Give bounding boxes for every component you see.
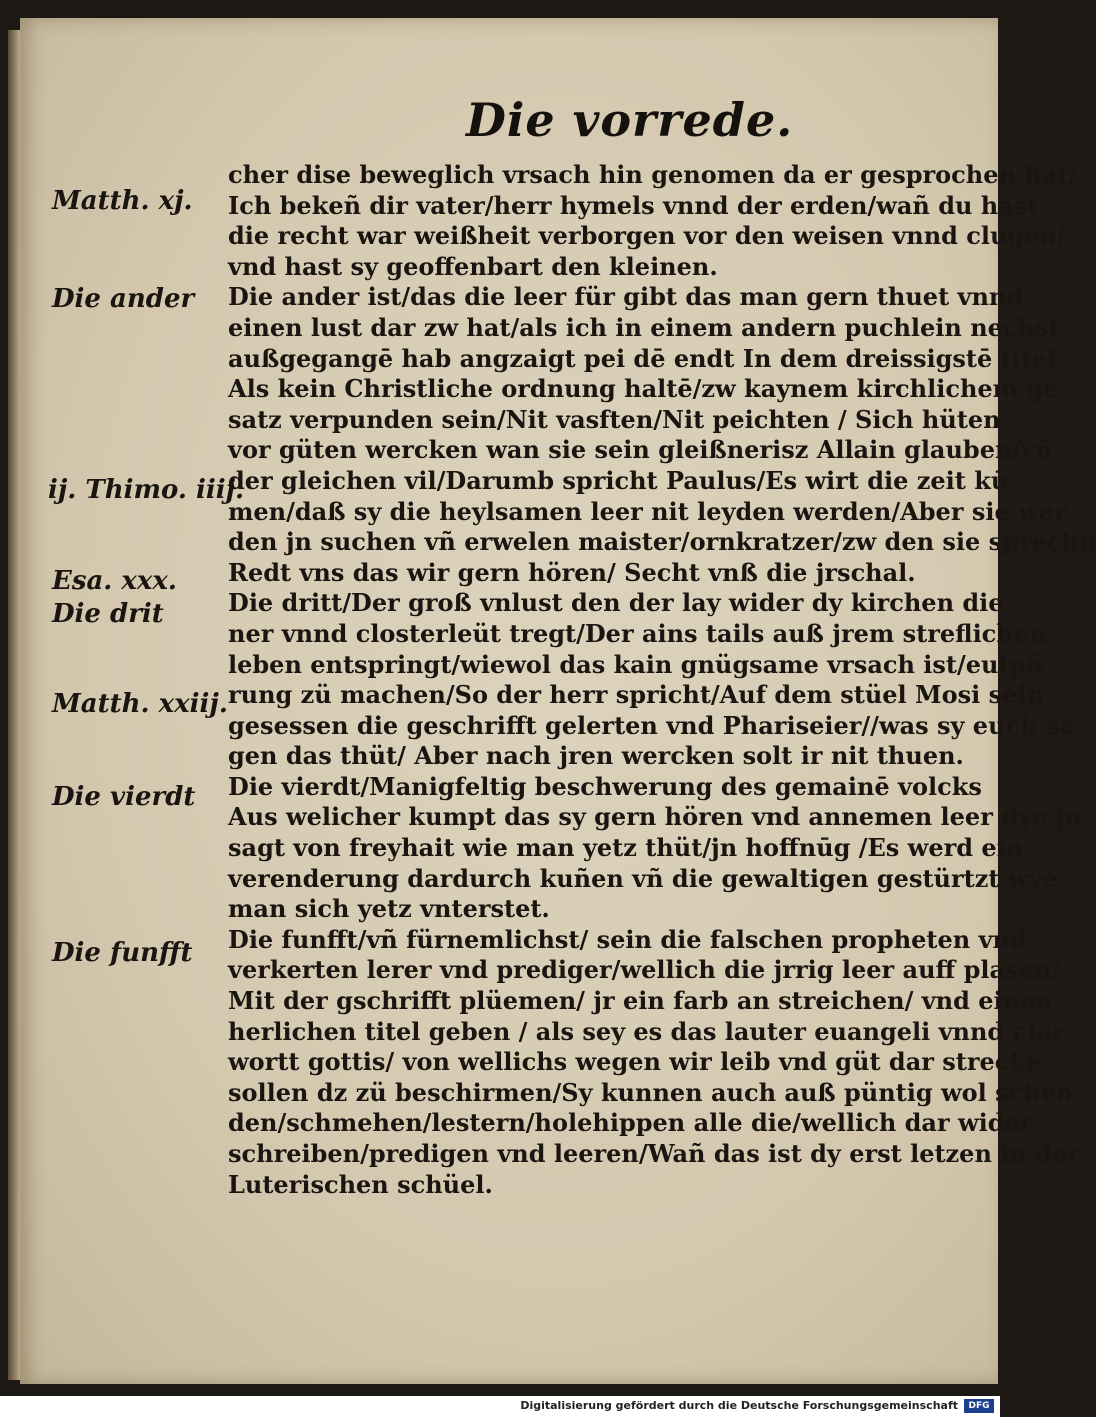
text-line: wortt gottis/ von wellichs wegen wir leib vnd güt dar streckē: [228, 1047, 1042, 1077]
text-line: Redt vns das wir gern hören/ Secht vnß die jrschal.: [228, 557, 916, 587]
margin-note: Die ander: [52, 284, 195, 314]
text-line: den jn suchen vñ erwelen maister/ornkratzer/zw den sie sprechñ: [228, 527, 1096, 557]
margin-note: Die drit: [52, 599, 164, 629]
text-line: rung zü machen/So der herr spricht/Auf dem stüel Mosi sein: [228, 680, 1044, 710]
text-line: herlichen titel geben / als sey es das lauter euangeli vnnd clar: [228, 1016, 1065, 1046]
text-line: Die vierdt/Manigfeltig beschwerung des gemainē volcks: [228, 771, 982, 801]
margin-note: Esa. xxx.: [52, 566, 177, 596]
text-line: der gleichen vil/Darumb spricht Paulus/Es wirt die zeit kū: [228, 465, 1009, 495]
text-line: sagt von freyhait wie man yetz thüt/jn hoffnūg /Es werd ein: [228, 833, 1024, 863]
dfg-logo: DFG: [964, 1399, 994, 1413]
body-text: [228, 160, 1096, 1200]
footer-bar: [0, 1396, 1000, 1417]
funding-credit: Digitalisierung gefördert durch die Deutsche Forschungsgemeinschaft: [520, 1399, 958, 1412]
text-line: außgegangē hab angzaigt pei dē endt In dem dreissigstē titel: [228, 343, 1057, 373]
margin-note: Matth. xj.: [52, 186, 193, 216]
text-line: gesessen die geschrifft gelerten vnd Phariseier//was sy euch sa: [228, 710, 1075, 740]
text-line: die recht war weißheit verborgen vor den weisen vnnd clugen/: [228, 221, 1066, 251]
text-line: Als kein Christliche ordnung haltē/zw kaynem kirchlichem ge: [228, 374, 1059, 404]
text-line: Aus welicher kumpt das sy gern hören vnd annemen leer dye jñ: [228, 802, 1082, 832]
margin-note: Matth. xxiij.: [52, 689, 228, 719]
text-line: Ich bekeñ dir vater/herr hymels vnnd der erden/wañ du hast: [228, 190, 1039, 220]
text-line: Mit der gschrifft plüemen/ jr ein farb an streichen/ vnd einen: [228, 986, 1053, 1016]
text-line: verkerten lerer vnd prediger/wellich die jrrig leer auff plasen/: [228, 955, 1061, 985]
text-line: ner vnnd closterleüt tregt/Der ains tails auß jrem streflichen: [228, 618, 1047, 648]
text-line: verenderung dardurch kuñen vñ die gewaltigen gestürtzt wye: [228, 863, 1058, 893]
text-line: einen lust dar zw hat/als ich in einem andern puchlein nechst: [228, 312, 1060, 342]
text-line: cher dise beweglich vrsach hin genomen da er gesprochen hat/: [228, 160, 1078, 189]
text-line: men/daß sy die heylsamen leer nit leyden werden/Aber sie wer: [228, 496, 1067, 526]
text-line: satz verpunden sein/Nit vasften/Nit peichten / Sich hüten: [228, 404, 1001, 434]
margin-note: ij. Thimo. iiij.: [48, 475, 245, 505]
text-line: Luterischen schüel.: [228, 1169, 493, 1199]
text-line: man sich yetz vnterstet.: [228, 894, 550, 924]
text-line: schreiben/predigen vnd leeren/Wañ das ist dy erst letzen in der: [228, 1139, 1080, 1168]
text-line: Die funfft/vñ fürnemlichst/ sein die falschen propheten vnd: [228, 924, 1027, 954]
text-line: Die ander ist/das die leer für gibt das man gern thuet vnnd: [228, 282, 1024, 312]
text-line: gen das thüt/ Aber nach jren wercken solt ir nit thuen.: [228, 741, 964, 771]
text-line: leben entspringt/wiewol das kain gnügsame vrsach ist/eutpö: [228, 649, 1043, 679]
margin-note: Die funfft: [52, 938, 193, 968]
text-line: vnd hast sy geoffenbart den kleinen.: [228, 251, 718, 281]
text-line: Die dritt/Der groß vnlust den der lay wider dy kirchen die: [228, 588, 1004, 618]
text-line: den/schmehen/lestern/holehippen alle die/wellich dar wider: [228, 1108, 1033, 1138]
text-line: vor güten wercken wan sie sein gleißnerisz Allain glauben/vñ: [228, 435, 1053, 465]
running-head: Die vorrede.: [466, 93, 794, 147]
text-line: sollen dz zü beschirmen/Sy kunnen auch auß püntig wol schen: [228, 1077, 1074, 1107]
margin-note: Die vierdt: [52, 782, 196, 812]
